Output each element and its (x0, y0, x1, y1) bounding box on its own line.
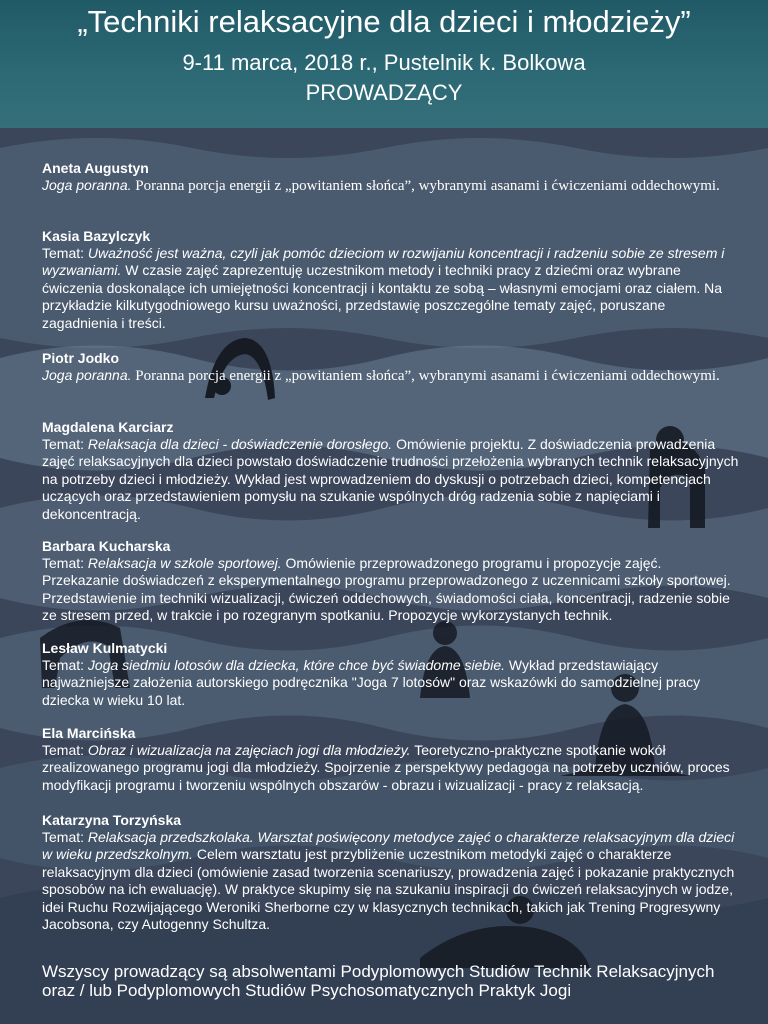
instructor-description (42, 245, 742, 332)
instructor-topic: Uważność jest ważna, czyli jak pomóc dzieciom w rozwijaniu koncentracji i radzeniu sobie ze stresem i wyzwaniami. (42, 245, 725, 279)
instructor-text: Omówienie przeprowadzonego programu i propozycje zajęć. Przekazanie doświadczeń z eksperymentalnego programu przeprowadzonego z uczennicami szkoły sportowej. Przedstawienie im techniki wizualizacji, ćwiczeń oddechowych, świadomości ciała, koncentracji, radzenie sobie ze stresem przed, w trakcie i po rozegranym spotkaniu. Propozycje wykorzystanych technik. (42, 555, 731, 624)
instructor-name: Kasia Bazylczyk (42, 228, 151, 244)
instructor-topic: Relaksacja przedszkolaka. Warsztat poświęcony metodyce zajęć o charakterze relaksacyjnym dla dzieci w wieku przedszkolnym. (42, 829, 735, 863)
instructor-text: Wykład przedstawiający najważniejsze założenia autorskiego podręcznika "Joga 7 lotosów" oraz wskazówki do samodzielnej pracy dziecka w wieku 10 lat. (42, 657, 701, 708)
instructor-description (42, 742, 742, 794)
instructor-name: Ela Marcińska (42, 725, 136, 741)
instructor-text: Celem warsztatu jest przybliżenie uczestnikom metodyki zajęć o charakterze relaksacyjnym dla dzieci (omówienie zasad tworzenia scenariuszy, prowadzenia zajęć i pokazanie praktycznych sposobów na ich ewaluację). W praktyce skupimy się na szukaniu inspiracji do ćwiczeń relaksacyjnych w jodze, idei Ruchu Rozwijającego Weroniki Sherborne czy w klasycznych technikach, takich jak Trening Progresywny Jacobsona, czy Autogenny Schultza. (42, 846, 735, 933)
instructor-topic-prefix: Temat: (42, 829, 88, 845)
instructor-name: Katarzyna Torzyńska (42, 812, 182, 828)
instructor-topic: Joga siedmiu lotosów dla dziecka, które chce być świadome siebie. (87, 657, 506, 673)
instructor-entry (42, 538, 742, 625)
instructor-entry (42, 350, 742, 385)
instructor-text: Poranna porcja energii z „powitaniem słońca”, wybranymi asanami i ćwiczeniami oddechowymi. (131, 368, 720, 384)
page-title: „Techniki relaksacyjne dla dzieci i młodzieży” (77, 4, 691, 39)
instructor-name: Piotr Jodko (42, 350, 120, 366)
instructor-description (42, 177, 742, 195)
instructor-topic-prefix: Temat: (42, 555, 88, 571)
instructor-description (42, 829, 742, 933)
instructor-topic-prefix: Temat: (42, 742, 88, 758)
instructor-text: Poranna porcja energii z „powitaniem słońca”, wybranymi asanami i ćwiczeniami oddechowymi. (131, 178, 720, 194)
instructor-topic: Relaksacja w szkole sportowej. (87, 555, 282, 571)
instructor-text: Omówienie projektu. Z doświadczenia prowadzenia zajęć relaksacyjnych dla dzieci powstało doświadczenie trudności przełożenia wybranych technik relaksacyjnych na potrzeby dzieci i młodzieży. Wykład jest wprowadzeniem do dyskusji o potrzebach dzieci, kompetencjach uczących oraz przedstawieniem pomysłu na szukanie wspólnych dróg radzenia sobie z napięciami i dekoncentracją. (42, 436, 739, 522)
footer-note: Wszyscy prowadzący są absolwentami Podyplomowych Studiów Technik Relaksacyjnych oraz / lub Podyplomowych Studiów Psychosomatycznych Praktyk Jogi (42, 962, 715, 1000)
instructor-name: Aneta Augustyn (42, 160, 149, 176)
instructor-topic-prefix: Temat: (42, 245, 88, 261)
header-banner (0, 0, 768, 128)
instructor-topic-prefix: Temat: (42, 657, 88, 673)
instructor-name: Lesław Kulmatycki (42, 640, 168, 656)
instructor-entry (42, 725, 742, 794)
instructor-topic: Obraz i wizualizacja na zajęciach jogi dla młodzieży. (87, 742, 411, 758)
instructor-topic: Joga poranna. (42, 367, 132, 383)
instructor-entry (42, 419, 742, 523)
instructor-description (42, 657, 742, 709)
instructor-text: Teoretyczno-praktyczne spotkanie wokół zrealizowanego programu jogi dla młodzieży. Spojrzenie z perspektywy pedagoga na potrzeby uczniów, proces modyfikacji programu i tworzeniu wspólnych obszarów - obrazu i wizualizacji - pracy z relaksacją. (42, 742, 730, 793)
instructor-description (42, 555, 742, 625)
instructor-entry (42, 812, 742, 933)
instructor-text: W czasie zajęć zaprezentuję uczestnikom metody i techniki pracy z dziećmi oraz wybrane ćwiczenia doskonalące ich umiejętności koncentracji i kontaktu ze sobą – własnymi emocjami oraz ciałem. Na przykładzie kilkutygodniowego kursu uważności, przedstawię poszczególne tematy zajęć, poruszane zagadnienia i treści. (42, 262, 723, 331)
instructor-topic-prefix: Temat: (42, 436, 88, 452)
instructor-name: Magdalena Karciarz (42, 419, 174, 435)
instructor-entry (42, 160, 742, 195)
instructor-entry (42, 640, 742, 709)
instructor-description (42, 436, 742, 523)
event-date-place: 9-11 marca, 2018 r., Pustelnik k. Bolkowa (182, 50, 586, 75)
instructor-description (42, 367, 742, 385)
instructor-topic: Relaksacja dla dzieci - doświadczenie dorosłego. (87, 436, 393, 452)
instructor-name: Barbara Kucharska (42, 538, 171, 554)
section-heading: PROWADZĄCY (305, 80, 463, 105)
instructor-topic: Joga poranna. (42, 177, 132, 193)
instructor-entry (42, 228, 742, 332)
